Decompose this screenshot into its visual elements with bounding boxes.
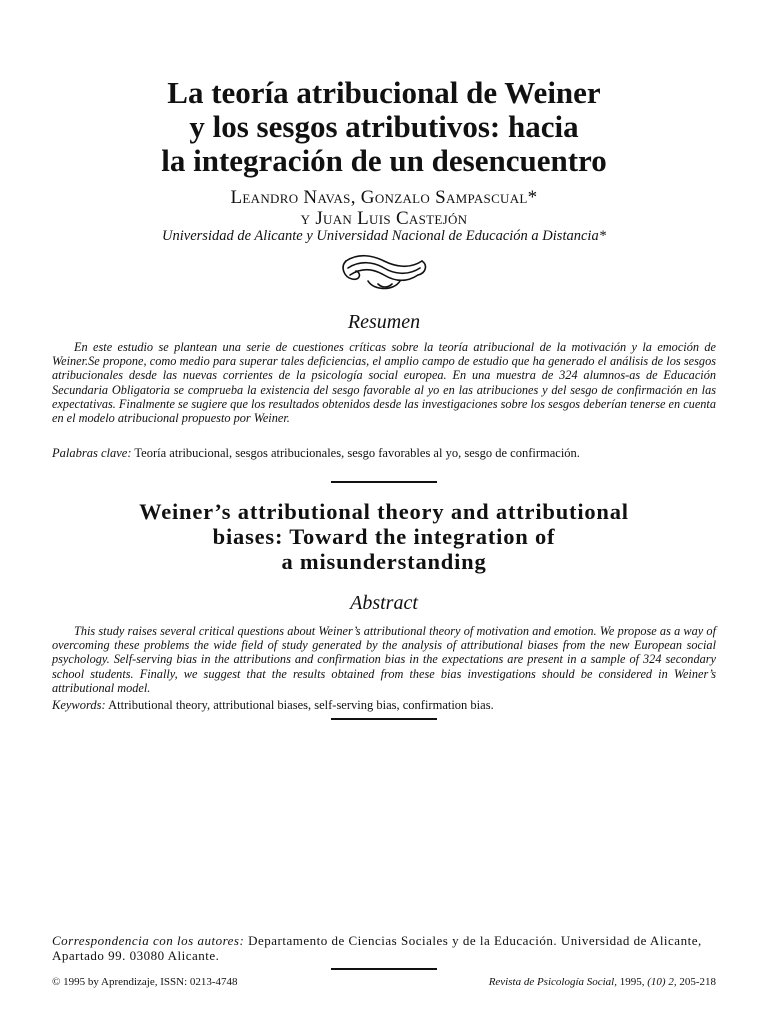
author-list	[40, 187, 728, 229]
keywords-text: Attributional theory, attributional biases, self-serving bias, confirmation bias.	[105, 698, 494, 712]
spanish-title-line: La teoría atribucional de Weiner	[167, 75, 601, 110]
english-title-line: biases: Toward the integration of	[212, 524, 556, 549]
journal-year: 1995,	[617, 976, 648, 988]
decorative-flourish-icon	[338, 251, 430, 295]
journal-citation	[489, 976, 716, 989]
keywords-text: Teoría atribucional, sesgos atribucionales, sesgo favorables al yo, sesgo de confirmación.	[131, 446, 580, 460]
footer-divider	[331, 968, 437, 970]
journal-pages: 205-218	[676, 976, 716, 988]
spanish-title-line: la integración de un desencuentro	[161, 143, 607, 178]
author-line: y Juan Luis Castejón	[300, 208, 468, 229]
resumen-body: En este estudio se plantean una serie de cuestiones críticas sobre la teoría atribucional de la motivación y la emoción de Weiner.Se propone, como medio para superar tales deficiencias, el amplio campo de estudio que ha generado el análisis de los sesgos atribucionales desde las nuevas corrientes de la psicología social europea. En una muestra de 324 alumnos-as de Educación Secundaria Obligatoria se comprueba la existencia del sesgo favorable al yo en las atribuciones y del sesgo de confirmación en las expectativas. Finalmente se sugiere que los resultados obtenidos desde las investigaciones sobre los sesgos deberían tenerse en cuenta en el modelo atribucional propuesto por Weiner.	[52, 340, 716, 426]
correspondence-label: Correspondencia con los autores:	[52, 933, 245, 948]
resumen-heading: Resumen	[347, 311, 421, 333]
abstract-body: This study raises several critical questions about Weiner’s attributional theory of motivation and emotion. We propose as a way of overcoming these problems the wide field of study generated by the analysis of attributional biases from the new European social psychology. Self-serving bias in the attributions and confirmation bias in the expectations are present in a sample of 324 secondary school students. Finally, we suggest that the results obtained from these bias investigations should be considered in Weiner’s attributional model.	[52, 624, 716, 695]
author-line: Leandro Navas, Gonzalo Sampascual*	[230, 187, 538, 208]
english-title-line: Weiner’s attributional theory and attributional	[139, 499, 629, 524]
affiliation: Universidad de Alicante y Universidad Nacional de Educación a Distancia*	[162, 228, 606, 244]
spanish-title-line: y los sesgos atributivos: hacia	[189, 109, 579, 144]
keywords-label: Keywords:	[52, 698, 106, 712]
keywords-label: Palabras clave:	[52, 446, 132, 460]
journal-issue: (10) 2,	[647, 976, 677, 988]
english-title-line: a misunderstanding	[281, 549, 487, 574]
english-keywords	[52, 698, 716, 712]
english-title	[40, 499, 728, 574]
spanish-title	[40, 76, 728, 178]
section-divider	[331, 481, 437, 483]
correspondence-note	[52, 933, 722, 963]
journal-name: Revista de Psicología Social,	[488, 976, 617, 988]
copyright-notice: © 1995 by Aprendizaje, ISSN: 0213-4748	[52, 976, 238, 988]
correspondence-address: Departamento de Ciencias Sociales y de la Educación. Universidad de Alicante, Apartado 99. 03080 Alicante.	[52, 933, 702, 963]
spanish-keywords	[52, 446, 716, 460]
section-divider	[331, 718, 437, 720]
abstract-heading: Abstract	[350, 592, 418, 614]
